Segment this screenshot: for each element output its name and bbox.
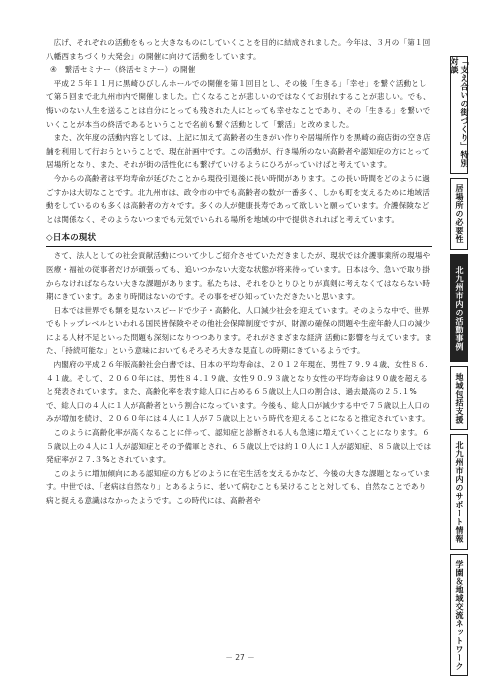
tab-label: 北九州市内の活動事例	[455, 265, 464, 351]
paragraph: このように増加傾向にある認知症の方もどのように在宅生活を支えるかなど、今後の大きな課題となっています。中世では、「老病は自然なり」とあるように、老いて病むことも呆けることと対しても、自然なことであり病と捉える意識はなかったようです。この時代には、高齢者や	[46, 468, 431, 505]
paragraph: 内閣府の平成２６年版高齢社会白書では、日本の平均寿命は、２０１２年現在、男性７９.９４歳、女性８６.４１歳。そして、２０６０年には、男性８４.１９歳、女性９０.９３歳となり女性の平均寿命は９０歳を超えると発表されています。また、高齢化率を表す総人口に占める６５歳以上人口の割合は、過去最高の２５.１%で、総人口の４人に１人が高齢者という割合になっています。今後も、総人口が減少する中で７５歳以上人口のみが増加を続け、２０６０年には４人に１人が７５歳以上という時代を迎えることになると推定されています。	[46, 360, 430, 424]
paragraph: また、次年度の活動内容としては、上記に加えて高齢者の生きがい作りや居場所作りを黒崎の商店街の空き店舗を利用して行おうということで、現在計画中です。この活動が、行き場所のない高齢者や認知症の方にとって居場所となり、また、それが街の活性化にも繋げていけるようにひろがっていけばと考えています。	[46, 133, 431, 170]
tab-label: 居場所の必要性	[455, 184, 464, 244]
chapter-index-tabs	[450, 56, 470, 680]
tab-support-info[interactable]	[450, 434, 468, 550]
paragraph: 平成２５年１１月に黒崎ひびしんホールでの開催を第１回目とし、その後「生きる」「幸せ」を繋ぐ活動として第５回まで北九州市内で開催しました。亡くなることが悲しいのではなくてお別れすることが悲しい。でも、悔いのない人生を送ることは自分にとっても残された人にとっても幸せなことであり、その「生きる」を繋いでいくことが本当の終活であるということで名前も繋ぐ活動として「繋活」と改めました。	[46, 78, 431, 129]
section-heading: ◇日本の現状	[46, 231, 432, 247]
tab-label: 「支え合いの街づくり」特別対談	[450, 57, 469, 168]
tab-label: 北九州市内のサポート情報	[455, 441, 464, 543]
item-4-title: ④ 繋活セミナー（終活セミナー）の開催	[50, 65, 196, 75]
tab-community-support[interactable]	[450, 366, 468, 430]
tab-label: 地域包括支援	[455, 372, 464, 424]
paragraph: このように高齢化率が高くなることに伴って、認知症と診断される人も急速に増えていくことになります。６５歳以上の４人に１人が認知症とその予備軍とされ、６５歳以上では約１０人に１人が認知症、８５歳以上では発症率が２７.３%とされています。	[46, 428, 432, 465]
paragraph: さて、法人としての社会貢献活動について少しご紹介させていただきましたが、現状では介護事業所の現場や医療・福祉の従事者だけが頑張っても、追いつかない大変な状態が将来待っています。日本は今、急いで取り掛からなければならない大きな課題があります。私たちは、それをひとりひとりが真剣に考えなくてはならない時期にきています。あまり時間はないのです。その事をぜひ知っていただきたいと思います。	[46, 251, 431, 302]
tab-necessity-of-place[interactable]	[450, 178, 468, 250]
page-number: － 27 －	[225, 653, 255, 662]
paragraph: 日本では世界でも類を見ないスピードで少子・高齢化、人口減少社会を迎えています。そのような中で、世界でもトップレベルといわれる国民皆保険やその他社会保障制度ですが、財源の確保の問題や生産年齢人口の減少による人材不足といった問題も深刻になりつつあります。それがさまざまな経済 活動に影響を与えています。また、「持続可能な」という意味においてもそろそろ大きな見直しの時期にきているようです。	[46, 305, 432, 356]
tab-special-dialogue[interactable]	[450, 56, 468, 174]
tab-label: 学園＆地域交流ネットワーク	[455, 559, 464, 671]
paragraph: 今からの高齢者は平均寿命が延びたことから現役引退後に長い時間があります。この長い時間をどのように過ごすかは大切なことです。北九州市は、政令市の中でも高齢者の数が一番多く、しかも町を支えるために地域活動をしているのも多くは高齢者の方々です。多くの人が健康長寿であって欲しいと願っています。介護保険などとは関係なく、そのようないつまでも元気でいられる場所を地域の中で提供されればと考えています。	[46, 173, 430, 224]
paragraph: 広げ、それぞれの活動をもっと大きなものにしていくことを目的に結成されました。今年は、３月の「第１回八幡西まちづくり大発会」の開催に向けて活動をしています。	[46, 38, 431, 61]
main-text-column	[46, 36, 432, 508]
tab-kitakyushu-examples[interactable]	[450, 254, 468, 362]
